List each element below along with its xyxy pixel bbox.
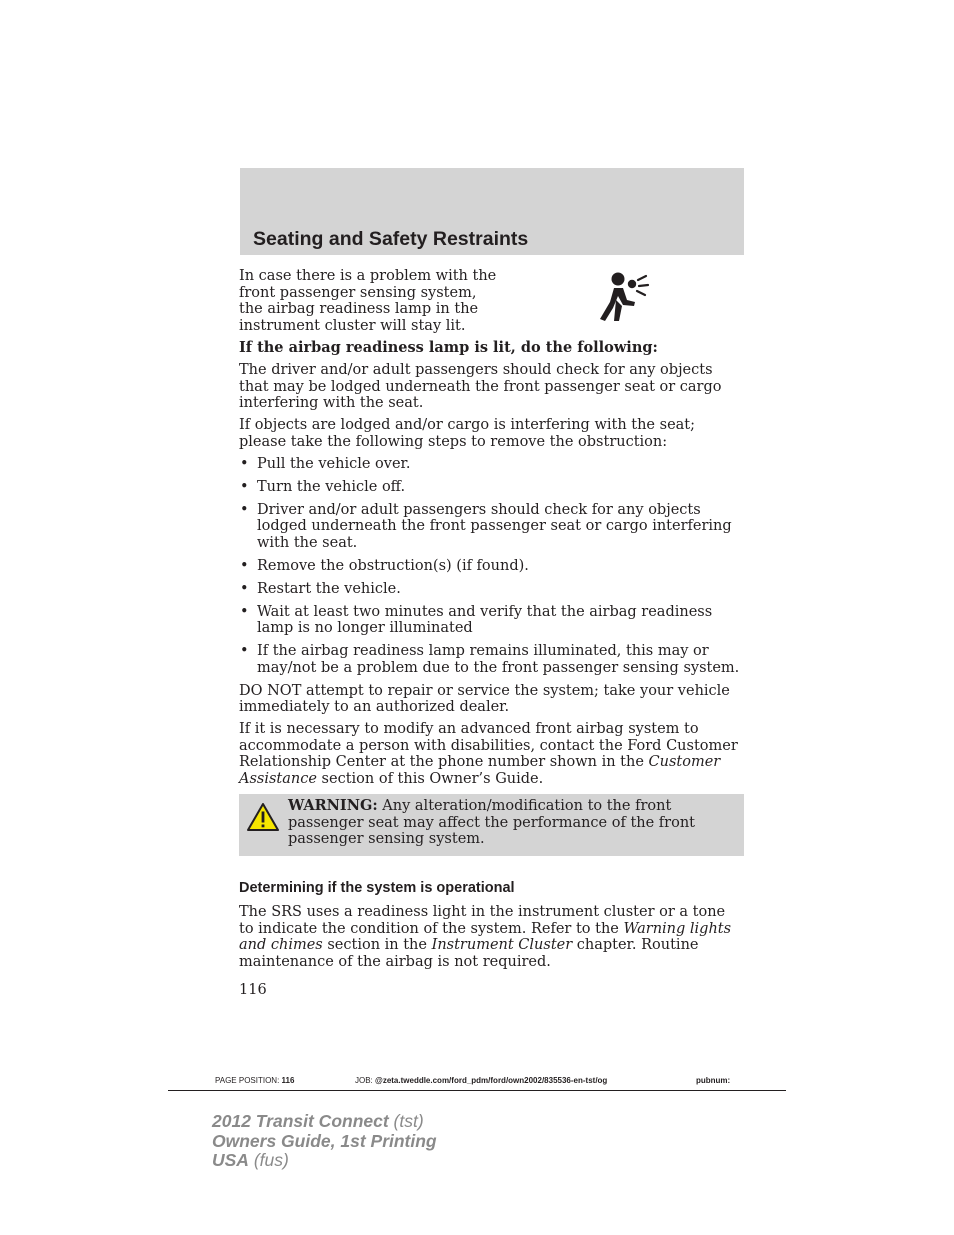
steps-list: [239, 456, 744, 677]
footer-page-position: [215, 1076, 294, 1085]
page-number: 116: [239, 982, 267, 998]
intro-row: [239, 268, 744, 334]
job-value: @zeta.tweddle.com/ford_pdm/ford/own2002/835536-en-tst/og: [375, 1076, 608, 1085]
warning-box: [239, 794, 744, 856]
warning-triangle-icon: [246, 802, 280, 832]
warning-lights-reference: Warning lights and chimes: [239, 920, 732, 953]
paragraph-disabilities: [239, 721, 744, 787]
page-position-label: PAGE POSITION:: [215, 1076, 280, 1085]
section-title: Seating and Safety Restraints: [253, 228, 529, 250]
srs-text-2: section in the: [322, 937, 432, 953]
intro-paragraph: In case there is a problem with the front passenger sensing system, the airbag readiness lamp in the instrument cluster will stay lit.: [239, 268, 497, 334]
paragraph-steps-intro: If objects are lodged and/or cargo is interfering with the seat; please take the following steps to remove the obstruction:: [239, 417, 696, 450]
warning-text: Any alteration/modification to the front passenger seat may affect the performance of the front passenger sensing system.: [288, 798, 695, 847]
customer-assistance-reference: Customer Assistance: [239, 754, 721, 787]
edition-line-1: [212, 1112, 437, 1132]
airbag-warning-icon: [592, 270, 652, 322]
list-item: • Turn the vehicle off.: [239, 479, 744, 496]
list-item: • Driver and/or adult passengers should check for any objects lodged underneath the front passenger seat or cargo interfering with the seat.: [239, 502, 744, 552]
paragraph-do-not-repair: DO NOT attempt to repair or service the system; take your vehicle immediately to an authorized dealer.: [239, 682, 730, 715]
footer-pubnum: [696, 1076, 730, 1085]
paragraph-srs-readiness: [239, 904, 744, 970]
paragraph-check-objects: The driver and/or adult passengers should check for any objects that may be lodged underneath the front passenger seat or cargo interfering with the seat.: [239, 362, 722, 411]
footer-divider: [168, 1090, 786, 1091]
srs-text-1: The SRS uses a readiness light in the instrument cluster or a tone to indicate the condition of the system. Refer to the: [239, 904, 726, 937]
edition-info: [212, 1112, 437, 1171]
page-content: [239, 268, 744, 999]
job-label: JOB:: [355, 1076, 373, 1085]
subsection-heading: Determining if the system is operational: [239, 879, 515, 896]
srs-text-3: chapter. Routine maintenance of the airbag is not required.: [239, 937, 699, 970]
para4-text-start: If it is necessary to modify an advanced front airbag system to accommodate a person with disabilities, contact the Ford Customer Relationship Center at the phone number shown in the: [239, 721, 738, 770]
list-item: • If the airbag readiness lamp remains illuminated, this may or may/not be a problem due to the front passenger sensing system.: [239, 643, 744, 676]
edition-line-3: [212, 1151, 437, 1171]
instruction-heading: If the airbag readiness lamp is lit, do the following:: [239, 339, 658, 356]
instrument-cluster-reference: Instrument Cluster: [431, 937, 573, 953]
pubnum-label: pubnum:: [696, 1076, 731, 1085]
warning-label: WARNING:: [288, 797, 378, 814]
edition-line-2: [212, 1132, 437, 1152]
list-item: • Restart the vehicle.: [239, 581, 744, 598]
section-header-band: [240, 168, 744, 255]
edition-market-code: (fus): [248, 1150, 289, 1170]
page-position-value: 116: [281, 1076, 295, 1085]
footer-job: [355, 1076, 607, 1085]
edition-model-code: (tst): [388, 1111, 424, 1131]
edition-market: USA: [212, 1150, 249, 1170]
edition-model: 2012 Transit Connect: [212, 1111, 389, 1131]
edition-printing: Owners Guide, 1st Printing: [212, 1130, 437, 1151]
para4-text-end: section of this Owner’s Guide.: [316, 770, 544, 787]
list-item: • Wait at least two minutes and verify that the airbag readiness lamp is no longer illuminated: [239, 604, 744, 637]
list-item: • Pull the vehicle over.: [239, 456, 744, 473]
list-item: • Remove the obstruction(s) (if found).: [239, 558, 744, 575]
